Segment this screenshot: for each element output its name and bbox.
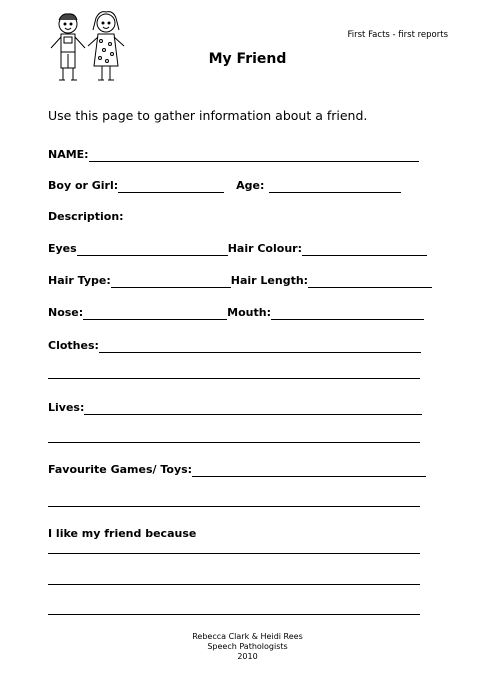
lives-extra-line[interactable] [48, 442, 420, 443]
footer-year: 2010 [237, 652, 258, 661]
age-label: Age: [236, 179, 265, 192]
hair-length-label: Hair Length: [230, 274, 309, 287]
hair-colour-line[interactable] [302, 244, 427, 256]
favourite-games-line[interactable] [192, 465, 426, 477]
i-like-row [48, 525, 196, 541]
description-row [48, 208, 124, 224]
nose-label: Nose: [48, 306, 84, 319]
i-like-line-3[interactable] [48, 614, 420, 615]
mouth-line[interactable] [271, 308, 424, 320]
footer [0, 632, 495, 662]
hair-type-length-row [48, 272, 432, 288]
name-row [48, 146, 419, 162]
favourite-games-row [48, 461, 426, 477]
eyes-hair-colour-row [48, 240, 427, 256]
lives-label: Lives: [48, 401, 85, 414]
name-line[interactable] [89, 150, 419, 162]
hair-colour-label: Hair Colour: [227, 242, 302, 255]
i-like-label: I like my friend because [48, 527, 197, 540]
mouth-label: Mouth: [227, 306, 271, 319]
boy-or-girl-line[interactable] [118, 181, 224, 193]
eyes-label: Eyes [48, 242, 77, 255]
intro-text: Use this page to gather information about a friend. [48, 108, 368, 123]
nose-line[interactable] [83, 308, 227, 320]
favourite-games-label: Favourite Games/ Toys: [48, 463, 193, 476]
hair-length-line[interactable] [308, 276, 432, 288]
description-label: Description: [48, 210, 124, 223]
boy-girl-age-row [48, 177, 401, 193]
favourite-games-extra-line[interactable] [48, 506, 420, 507]
hair-type-label: Hair Type: [48, 274, 111, 287]
footer-role: Speech Pathologists [207, 642, 288, 651]
lives-row [48, 399, 422, 415]
i-like-line-2[interactable] [48, 584, 420, 585]
name-label: NAME: [48, 148, 89, 161]
footer-authors: Rebecca Clark & Heidi Rees [192, 632, 303, 641]
page-title: My Friend [208, 51, 287, 67]
age-line[interactable] [269, 181, 401, 193]
lives-line[interactable] [84, 403, 422, 415]
clothes-label: Clothes: [48, 339, 99, 352]
eyes-line[interactable] [77, 244, 228, 256]
i-like-line-1[interactable] [48, 553, 420, 554]
clothes-line[interactable] [99, 341, 421, 353]
kids-clipart-image [44, 8, 129, 84]
clothes-extra-line[interactable] [48, 378, 420, 379]
clothes-row [48, 337, 421, 353]
hair-type-line[interactable] [111, 276, 231, 288]
series-tag: First Facts - first reports [347, 30, 448, 40]
nose-mouth-row [48, 304, 424, 320]
boy-or-girl-label: Boy or Girl: [48, 179, 119, 192]
